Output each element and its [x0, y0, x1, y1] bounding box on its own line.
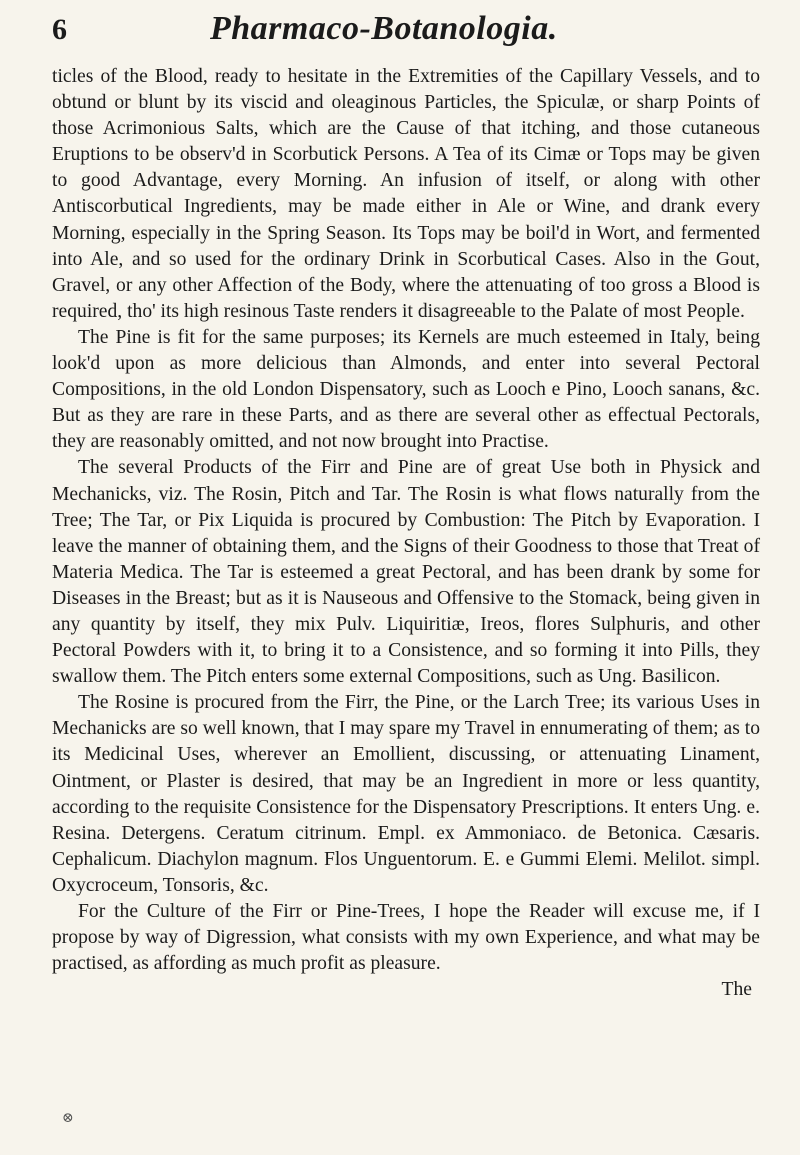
- ornament-icon: ⊗: [62, 1111, 74, 1126]
- page-number: 6: [52, 13, 67, 46]
- running-title: Pharmaco-Botanologia.: [210, 10, 558, 47]
- paragraph-2: The Pine is fit for the same purposes; its Kernels are much esteemed in Italy, being look'd upon as more delicious than Almonds, and enter into several Pectoral Compositions, in the old London Dispensatory, such as Looch e Pino, Looch sanans, &c. But as they are rare in these Parts, and as there are several other as effectual Pectorals, they are reasonably omitted, and not now brought into Practise.: [52, 326, 760, 453]
- paragraph-3: The several Products of the Firr and Pine are of great Use both in Physick and Mechanicks, viz. The Rosin, Pitch and Tar. The Rosin is what flows naturally from the Tree; The Tar, or Pix Liquida is procured by Combustion: The Pitch by Evaporation. I leave the manner of obtaining them, and the Signs of their Goodness to those that Treat of Materia Medica. The Tar is esteemed a great Pectoral, and has been drank by some for Diseases in the Breast; but as it is Nauseous and Offensive to the Stomack, being given in any quantity by itself, they mix Pulv. Liquiritiæ, Ireos, flores Sulphuris, and other Pectoral Powders with it, to bring it to a Consistence, and so forming it into Pills, they swallow them. The Pitch enters some external Compositions, such as Ung. Basilicon.: [52, 457, 760, 688]
- body-text: [52, 64, 760, 977]
- paragraph-4: The Rosine is procured from the Firr, the Pine, or the Larch Tree; its various Uses in Mechanicks are so well known, that I may spare my Travel in ennumerating of them; as to its Medicinal Uses, wherever an Emollient, discussing, or attenuating Linament, Ointment, or Plaster is desired, that may be an Ingredient in more or less quantity, according to the requisite Consistence for the Dispensatory Prescriptions. It enters Ung. e. Resina. Detergens. Ceratum citrinum. Empl. ex Ammoniaco. de Betonica. Cæsaris. Cephalicum. Diachylon magnum. Flos Unguentorum. E. e Gummi Elemi. Melilot. simpl. Oxycroceum, Tonsoris, &c.: [52, 692, 760, 896]
- page-header: [52, 10, 760, 64]
- paragraph-5: For the Culture of the Firr or Pine-Trees, I hope the Reader will excuse me, if I propose by way of Digression, what consists with my own Experience, and what may be practised, as affording as much profit as pleasure.: [52, 901, 760, 975]
- paragraph-1: ticles of the Blood, ready to hesitate in the Extremities of the Capillary Vessels, and to obtund or blunt by its viscid and oleaginous Particles, the Spiculæ, or sharp Points of those Acrimonious Salts, which are the Cause of that itching, and those cutaneous Eruptions to be observ'd in Scorbutick Persons. A Tea of its Cimæ or Tops may be given to good Advantage, every Morning. An infusion of itself, or along with other Antiscorbutical Ingredients, may be made either in Ale or Wine, and drank every Morning, especially in the Spring Season. Its Tops may be boil'd in Wort, and fermented into Ale, and so used for the ordinary Drink in Scorbutical Cases. Also in the Gout, Gravel, or any other Affection of the Body, where the attenuating of too gross a Blood is required, tho' its high resinous Taste renders it disagreeable to the Palate of most People.: [52, 66, 760, 322]
- catchword: The: [721, 979, 752, 1001]
